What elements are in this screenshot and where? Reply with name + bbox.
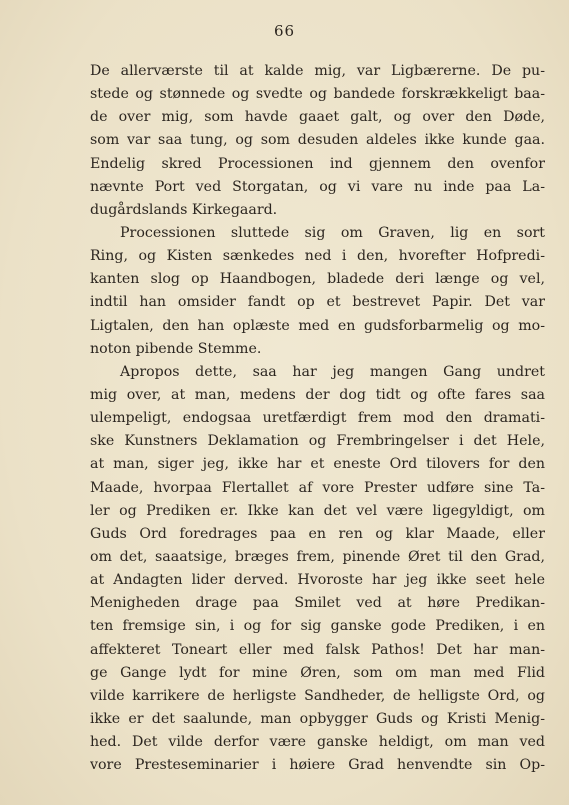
- text-line: Menigheden drage paa Smilet ved at høre Predikan-: [90, 595, 545, 612]
- text-line: indtil han omsider fandt op et bestrevet Papir. Det var: [90, 294, 545, 311]
- text-line: de over mig, som havde gaaet galt, og over den Døde,: [90, 109, 545, 126]
- text-line: mig over, at man, medens der dog tidt og ofte fares saa: [90, 386, 545, 403]
- text-line: Ring, og Kisten sænkedes ned i den, hvorefter Hofpredi-: [90, 248, 545, 265]
- text-line: nævnte Port ved Storgatan, og vi vare nu inde paa La-: [90, 178, 545, 195]
- text-line: at Andagten lider derved. Hvoroste har jeg ikke seet hele: [90, 572, 545, 589]
- text-line: vilde karrikere de herligste Sandheder, de helligste Ord, og: [90, 687, 545, 704]
- text-line: stede og stønnede og svedte og bandede forskrækkeligt baa-: [90, 86, 545, 103]
- body-text: [90, 60, 545, 777]
- text-line: ler og Prediken er. Ikke kan det vel være ligegyldigt, om: [90, 502, 545, 519]
- text-line: Ligtalen, den han oplæste med en gudsforbarmelig og mo-: [90, 317, 545, 334]
- text-line: ske Kunstners Deklamation og Frembringelser i det Hele,: [90, 433, 545, 450]
- text-line: De allerværste til at kalde mig, var Ligbærerne. De pu-: [90, 63, 545, 79]
- text-line: ten fremsige sin, i og for sig ganske gode Prediken, i en: [90, 618, 545, 635]
- text-line: Guds Ord foredrages paa en ren og klar Maade, eller: [90, 525, 545, 542]
- text-line: dugårdslands Kirkegaard.: [90, 201, 278, 218]
- text-line: vore Presteseminarier i høiere Grad henvendte sin Op-: [90, 757, 545, 774]
- text-line: noton pibende Stemme.: [90, 340, 262, 357]
- text-line: som var saa tung, og som desuden aldeles ikke kunde gaa.: [90, 132, 545, 149]
- text-line: hed. Det vilde derfor være ganske heldigt, om man ved: [90, 734, 545, 751]
- text-line: ikke er det saalunde, man opbygger Guds og Kristi Menig-: [90, 710, 545, 727]
- text-line: Endelig skred Processionen ind gjennem den ovenfor: [90, 155, 545, 172]
- text-line: ulempeligt, endogsaa uretfærdigt frem mod den dramati-: [90, 410, 545, 427]
- page-number: 66: [273, 22, 296, 40]
- text-line: at man, siger jeg, ikke har et eneste Ord tilovers for den: [90, 456, 545, 473]
- text-line: om det, saaatsige, bræges frem, pinende Øret til den Grad,: [90, 548, 545, 565]
- text-line: Processionen sluttede sig om Graven, lig en sort: [120, 224, 545, 241]
- text-line: kanten slog op Haandbogen, bladede deri længe og vel,: [90, 271, 545, 288]
- text-line: ge Gange lydt for mine Øren, som om man med Flid: [90, 664, 545, 681]
- text-line: Maade, hvorpaa Flertallet af vore Prester udføre sine Ta-: [90, 479, 545, 496]
- text-line: Apropos dette, saa har jeg mangen Gang undret: [120, 363, 545, 380]
- text-line: affekteret Toneart eller med falsk Pathos! Det har man-: [90, 641, 545, 658]
